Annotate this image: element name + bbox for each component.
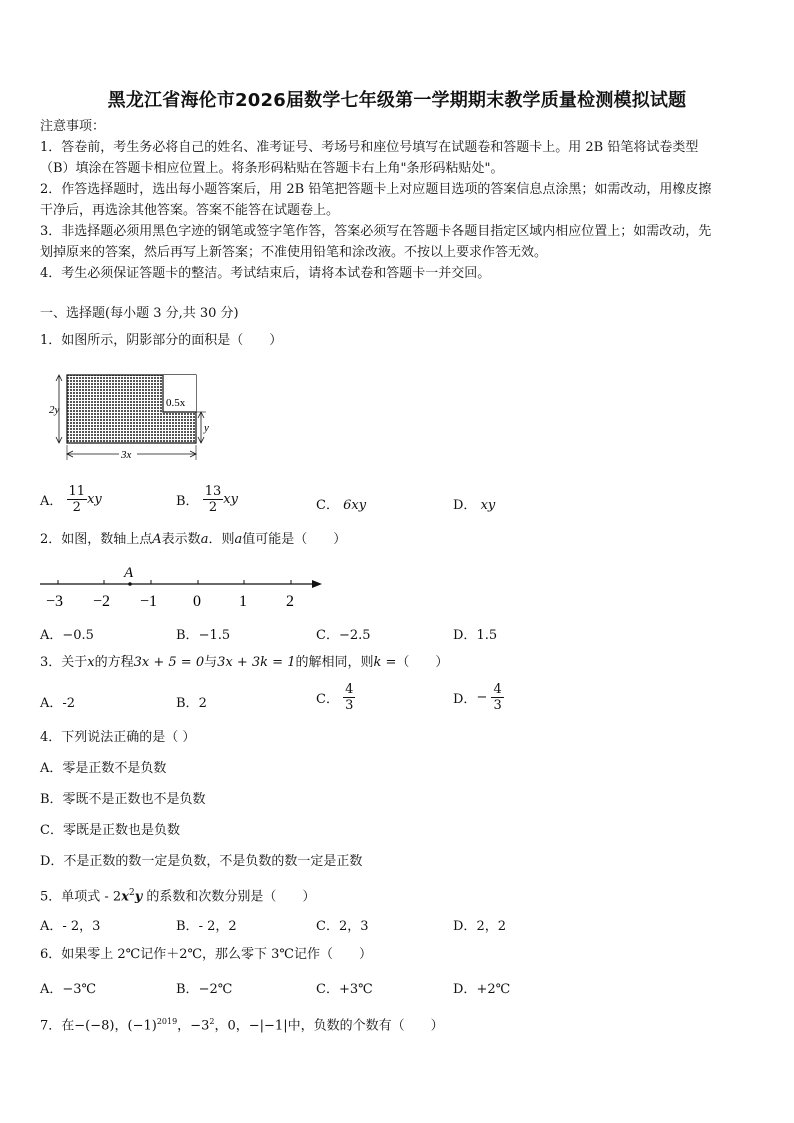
q2-option-c[interactable]: C．−2.5 <box>316 628 371 643</box>
question-4-stem: 4．下列说法正确的是（ ） <box>40 730 196 745</box>
q6-option-b[interactable]: B．−2℃ <box>176 982 233 997</box>
section-heading: 一、选择题(每小题 3 分,共 30 分) <box>40 306 239 321</box>
question-3-stem: 3．关于x的方程3x + 5 = 0与3x + 3k = 1的解相同，则k =（ ） <box>40 655 449 670</box>
notice-line: 1．答卷前，考生务必将自己的姓名、准考证号、考场号和座位号填写在试题卷和答题卡上。用 2B 铅笔将试卷类型 <box>40 140 699 155</box>
q4-option-b[interactable]: B．零既不是正数也不是负数 <box>40 792 206 807</box>
tick-label: −2 <box>93 593 111 610</box>
q1-option-a[interactable]: A． $\frac{11}{2}$ xy <box>40 484 102 515</box>
tick-label: −1 <box>140 593 158 610</box>
q3-option-c[interactable]: C． $\frac{4}{3}$ <box>316 682 354 713</box>
page-title: 黑龙江省海伦市2026届数学七年级第一学期期末教学质量检测模拟试题 <box>107 90 687 111</box>
q3-option-d[interactable]: D．− $\frac{4}{3}$ <box>453 682 502 713</box>
q5-option-a[interactable]: A．- 2，3 <box>40 919 101 934</box>
q6-option-a[interactable]: A．−3℃ <box>40 982 97 997</box>
notice-line: 干净后，再选涂其他答案。答案不能答在试题卷上。 <box>40 203 340 218</box>
q5-option-c[interactable]: C．2，3 <box>316 919 369 934</box>
point-a-dot <box>128 582 132 586</box>
q3-option-a[interactable]: A．-2 <box>40 696 76 711</box>
notice-line: （B）填涂在答题卡相应位置上。将条形码粘贴在答题卡右上角"条形码粘贴处"。 <box>40 161 504 176</box>
question-7-stem: 7．在−(−8)，$(-1)^{2019}$，$-3^2$，0，−|−1|中，负数的个数有（ ） <box>40 1017 444 1034</box>
tick-label: 2 <box>286 593 294 610</box>
q6-option-d[interactable]: D．+2℃ <box>453 982 511 997</box>
notice-line: 划掉原来的答案，然后再写上新答案；不准使用铅笔和涂改液。不按以上要求作答无效。 <box>40 245 548 260</box>
label-3x: 3x <box>121 449 132 461</box>
tick-label: −3 <box>46 593 64 610</box>
point-a-label: A <box>124 565 134 581</box>
label-y: y <box>204 422 209 434</box>
question-6-stem: 6．如果零上 2℃记作＋2℃，那么零下 3℃记作（ ） <box>40 947 372 962</box>
q1-option-b[interactable]: B． $\frac{13}{2}$ xy <box>176 484 238 515</box>
q3-option-b[interactable]: B．2 <box>176 696 207 711</box>
number-line <box>36 558 328 614</box>
notice-line: 2．作答选择题时，选出每小题答案后，用 2B 铅笔把答题卡上对应题目选项的答案信息点涂黑；如需改动，用橡皮擦 <box>40 182 712 197</box>
notice-line: 3．非选择题必须用黑色字迹的钢笔或签字笔作答，答案必须写在答题卡各题目指定区域内相应位置上；如需改动，先 <box>40 224 712 239</box>
question-1-stem: 1．如图所示，阴影部分的面积是（ ） <box>40 333 283 348</box>
tick-label: 0 <box>193 593 201 610</box>
q1-option-d[interactable]: D． xy <box>453 498 496 513</box>
notice-heading: 注意事项： <box>40 119 106 134</box>
label-0.5x: 0.5x <box>166 397 186 409</box>
tick-label: 1 <box>239 593 247 610</box>
q4-option-c[interactable]: C．零既是正数也是负数 <box>40 823 180 838</box>
q4-option-d[interactable]: D．不是正数的数一定是负数，不是负数的数一定是正数 <box>40 854 363 869</box>
q1-option-c[interactable]: C． 6xy <box>316 498 367 513</box>
q5-option-d[interactable]: D．2，2 <box>453 919 506 934</box>
question-2-stem: 2．如图，数轴上点A表示数a．则a值可能是（ ） <box>40 532 347 547</box>
q2-option-b[interactable]: B．−1.5 <box>176 628 231 643</box>
notice-line: 4．考生必须保证答题卡的整洁。考试结束后，请将本试卷和答题卡一并交回。 <box>40 266 491 281</box>
q6-option-c[interactable]: C．+3℃ <box>316 982 373 997</box>
question-5-stem: 5．单项式 - $2x^2y$ 的系数和次数分别是（ ） <box>40 888 316 905</box>
q2-option-a[interactable]: A．−0.5 <box>40 628 94 643</box>
q4-option-a[interactable]: A．零是正数不是负数 <box>40 761 167 776</box>
label-2y: 2y <box>49 404 60 416</box>
q1-figure <box>46 368 216 464</box>
q2-option-d[interactable]: D．1.5 <box>453 628 498 643</box>
q5-option-b[interactable]: B．- 2，2 <box>176 919 237 934</box>
